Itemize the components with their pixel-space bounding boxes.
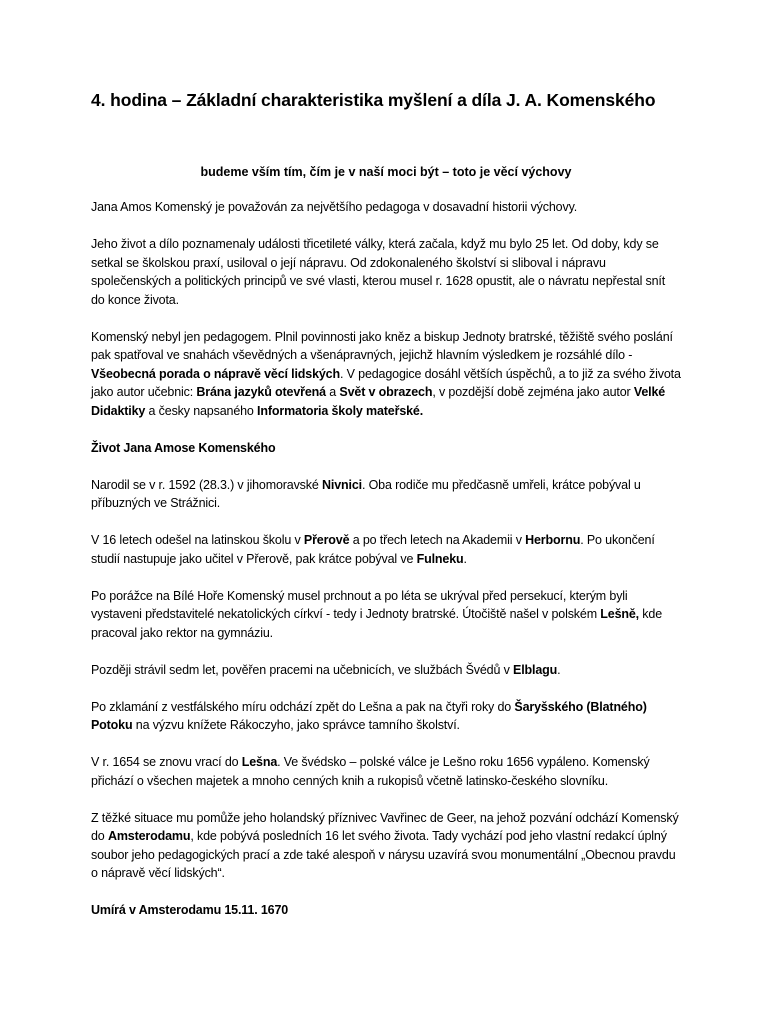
text-run: V 16 letech odešel na latinskou školu v bbox=[91, 533, 304, 547]
bold-text: Velké Didaktiky bbox=[91, 385, 666, 418]
roles-paragraph bbox=[91, 328, 681, 421]
motto: budeme vším tím, čím je v naší moci být – toto je věcí výchovy bbox=[200, 165, 572, 179]
text-run: V r. 1654 se znovu vrací do bbox=[91, 755, 242, 769]
text-run: a bbox=[325, 385, 340, 399]
text-run: a česky napsaného bbox=[145, 403, 258, 418]
leszno-fire-paragraph bbox=[91, 753, 681, 790]
text-run: na výzvu knížete Rákoczyho, jako správce tamního školství. bbox=[132, 718, 460, 732]
bold-text: Fulneku bbox=[416, 551, 464, 566]
text-run: . Oba rodiče mu předčasně umřeli, krátce pobýval u příbuzných ve Strážnici. bbox=[91, 477, 641, 510]
bold-text: Svět v obrazech bbox=[339, 385, 433, 399]
bold-text: Amsterodamu bbox=[107, 829, 191, 843]
birth-paragraph bbox=[91, 476, 681, 513]
text-run: Jana Amos Komenský je považován za největšího pedagoga v dosavadní historii výchovy. bbox=[91, 200, 578, 214]
text-run: Narodil se v r. 1592 (28.3.) v jihomoravské bbox=[91, 477, 323, 492]
bold-text: Lešna bbox=[241, 755, 278, 769]
text-run: Po zklamání z vestfálského míru odchází zpět do Lešna a pak na čtyři roky do bbox=[91, 699, 515, 714]
amsterdam-paragraph bbox=[91, 809, 681, 883]
bold-text: Informatoria školy mateřské. bbox=[257, 403, 424, 418]
text-run: Z těžké situace mu pomůže jeho holandský příznivec Vavřinec de Geer, na jehož pozvání odchází Komenský do bbox=[91, 810, 679, 843]
bold-text: Herbornu bbox=[525, 533, 581, 547]
studies-paragraph bbox=[91, 531, 681, 568]
text-run: kde pracoval jako rektor na gymnáziu. bbox=[91, 607, 663, 640]
sarospatak-paragraph bbox=[91, 698, 681, 735]
text-run: . Ve švédsko – polské válce je Lešno roku 1656 vypáleno. Komenský přichází o všechen majetek a mnoho cenných knih a rukopisů včetně latinsko-českého slovníku. bbox=[91, 755, 650, 788]
text-run: a po třech letech na Akademii v bbox=[349, 533, 526, 547]
intro-paragraph bbox=[91, 198, 681, 217]
bold-text: Elblagu bbox=[513, 662, 558, 677]
bold-text: Lešně, bbox=[600, 607, 639, 621]
bold-text: Umírá v Amsterodamu 15.11. 1670 bbox=[91, 903, 289, 917]
text-run: . V pedagogice dosáhl větších úspěchů, a to již za svého života jako autor učebnic: bbox=[91, 366, 681, 399]
text-run: , v pozdější době zejména jako autor bbox=[432, 385, 634, 399]
bold-text: Brána jazyků otevřená bbox=[196, 385, 326, 399]
text-run: Jeho život a dílo poznamenaly události třicetileté války, která začala, když mu bylo 25 let. Od doby, kdy se setkal se školskou praxí, usiloval o její nápravu. Od zdokonaleného školství si sliboval i nápravu společenských a politických principů ve své vlasti, kterou musel r. 1628 opustit, ale o návratu nepřestal snít do konce života. bbox=[91, 237, 666, 307]
exile-paragraph bbox=[91, 587, 681, 643]
bold-text: Život Jana Amose Komenského bbox=[91, 440, 276, 455]
text-run: Později strávil sedm let, pověřen pracemi na učebnicích, ve službách Švédů v bbox=[91, 662, 514, 677]
text-run: , kde pobývá posledních 16 let svého života. Tady vychází pod jeho vlastní redakcí úplný soubor jeho pedagogických prací a zde také alespoň v nárysu uzavírá svou monumentální „Obecnou pravdu o nápravě věcí lidských“. bbox=[91, 829, 676, 880]
war-paragraph bbox=[91, 235, 681, 309]
text-run: . bbox=[463, 551, 467, 566]
document-page bbox=[91, 88, 681, 938]
sweden-paragraph bbox=[91, 661, 681, 680]
death-paragraph bbox=[91, 901, 681, 920]
text-run: . Po ukončení studií nastupuje jako učitel v Přerově, pak krátce pobýval ve bbox=[91, 533, 655, 566]
text-run: Po porážce na Bílé Hoře Komenský musel prchnout a po léta se ukrýval před persekucí, kterým byli vystaveni představitelé nekatolických církví - tedy i Jednoty bratrské. Útočiště našel v polském bbox=[91, 588, 628, 621]
bold-text: Přerově bbox=[303, 533, 350, 547]
bold-text: Nivnici bbox=[322, 477, 362, 492]
text-run: Komenský nebyl jen pedagogem. Plnil povinnosti jako kněz a biskup Jednoty bratrské, těžiště svého poslání pak spatřoval ve snahách vševědných a všenápravných, jejichž hlavním výsledkem je rozsáhlé dílo - bbox=[91, 329, 673, 362]
bold-text: Všeobecná porada o nápravě věcí lidských bbox=[91, 366, 340, 381]
text-run: . bbox=[557, 662, 561, 677]
life-heading bbox=[91, 439, 681, 458]
page-title: 4. hodina – Základní charakteristika myšlení a díla J. A. Komenského bbox=[91, 90, 656, 110]
document-body bbox=[91, 198, 681, 920]
bold-text: Šaryšského (Blatného) Potoku bbox=[91, 699, 647, 732]
